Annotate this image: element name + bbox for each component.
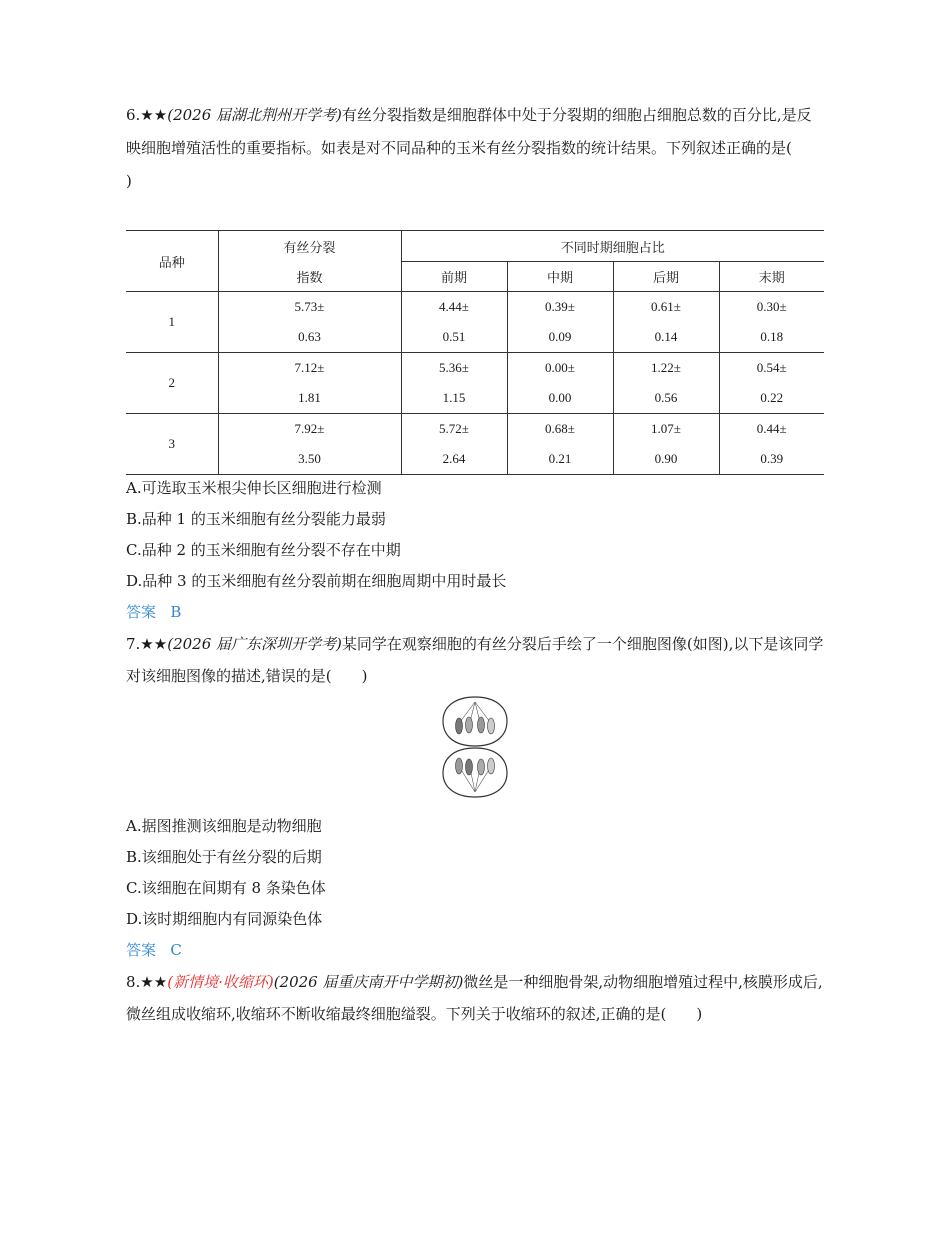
mitotic-index-table xyxy=(126,230,824,475)
header-mitotic-index xyxy=(218,231,401,292)
q6-stem-line-1 xyxy=(126,105,812,125)
q6-option-c: C.品种 2 的玉米细胞有丝分裂不存在中期 xyxy=(126,541,401,559)
value-sd: 0.56 xyxy=(654,390,678,405)
value-mean: 5.36± xyxy=(439,360,469,375)
spindle-fibers xyxy=(460,702,490,792)
value-cell xyxy=(719,353,824,414)
q8-stem-text: 微丝是一种细胞骨架,动物细胞增殖过程中,核膜形成后, xyxy=(463,973,823,991)
q8-source: (2026 届重庆南开中学期初) xyxy=(273,973,464,991)
value-mean: 5.73± xyxy=(294,299,325,314)
value-sd: 0.63 xyxy=(298,329,321,344)
value-cell xyxy=(401,292,507,353)
variety-cell: 1 xyxy=(126,292,218,353)
value-cell xyxy=(218,292,401,353)
dividing-cell-figure xyxy=(442,694,508,800)
value-sd: 1.15 xyxy=(442,390,466,405)
upper-chromosomes xyxy=(456,717,495,734)
value-sd: 0.14 xyxy=(654,329,678,344)
header-metaphase: 中期 xyxy=(507,262,613,292)
value-cell xyxy=(401,353,507,414)
table-row xyxy=(126,353,824,414)
q7-answer xyxy=(126,940,182,960)
q7-option-a: A.据图推测该细胞是动物细胞 xyxy=(126,817,322,835)
q6-stem-line-2: 映细胞增殖活性的重要指标。如表是对不同品种的玉米有丝分裂指数的统计结果。下列叙述正确的是( xyxy=(126,139,792,157)
header-anaphase: 后期 xyxy=(613,262,719,292)
upper-cell-outline xyxy=(443,697,507,746)
value-sd: 2.64 xyxy=(442,451,466,466)
answer-value: B xyxy=(170,603,182,621)
q6-answer xyxy=(126,602,181,622)
q8-number: 8.★★ xyxy=(126,973,168,991)
value-sd: 1.81 xyxy=(298,390,321,405)
value-sd: 0.18 xyxy=(760,329,784,344)
value-cell xyxy=(613,353,719,414)
value-sd: 0.09 xyxy=(548,329,572,344)
q8-stem-line-2: 微丝组成收缩环,收缩环不断收缩最终细胞缢裂。下列关于收缩环的叙述,正确的是( ) xyxy=(126,1005,703,1023)
value-cell xyxy=(218,353,401,414)
value-sd: 3.50 xyxy=(298,451,321,466)
q6-source: (2026 届湖北荆州开学考) xyxy=(167,106,342,124)
value-mean: 0.61± xyxy=(651,299,681,314)
value-sd: 0.51 xyxy=(442,329,466,344)
value-mean: 1.22± xyxy=(651,360,681,375)
value-mean: 0.39± xyxy=(545,299,575,314)
q6-stem-text: 有丝分裂指数是细胞群体中处于分裂期的细胞占细胞总数的百分比,是反 xyxy=(341,106,812,124)
value-sd: 0.39 xyxy=(760,451,784,466)
value-cell xyxy=(719,414,824,475)
q6-number: 6.★★ xyxy=(126,106,168,124)
q7-stem-line-1 xyxy=(126,634,823,654)
value-mean: 7.92± xyxy=(294,421,325,436)
q7-option-d: D.该时期细胞内有同源染色体 xyxy=(126,910,323,928)
q7-stem-line-2: 对该细胞图像的描述,错误的是( ) xyxy=(126,667,368,685)
header-phase-ratio: 不同时期细胞占比 xyxy=(401,231,824,262)
variety-cell: 2 xyxy=(126,353,218,414)
header-mitotic-index-bottom: 指数 xyxy=(296,269,323,285)
header-telophase: 末期 xyxy=(719,262,824,292)
value-mean: 0.68± xyxy=(545,421,575,436)
value-cell xyxy=(613,414,719,475)
q7-stem-text: 某同学在观察细胞的有丝分裂后手绘了一个细胞图像(如图),以下是该同学 xyxy=(341,635,824,653)
value-sd: 0.90 xyxy=(654,451,678,466)
value-cell xyxy=(401,414,507,475)
answer-label: 答案 xyxy=(126,941,157,959)
variety-cell: 3 xyxy=(126,414,218,475)
table-row xyxy=(126,414,824,475)
answer-label: 答案 xyxy=(126,603,157,621)
value-mean: 0.00± xyxy=(545,360,575,375)
value-sd: 0.21 xyxy=(548,451,572,466)
q7-source: (2026 届广东深圳开学考) xyxy=(167,635,342,653)
table-header-row-1 xyxy=(126,231,824,262)
lower-cell-outline xyxy=(443,748,507,797)
lower-chromosomes xyxy=(456,758,495,775)
table-row xyxy=(126,292,824,353)
value-cell xyxy=(613,292,719,353)
value-cell xyxy=(507,292,613,353)
header-variety: 品种 xyxy=(126,231,218,292)
q7-number: 7.★★ xyxy=(126,635,168,653)
q7-option-c: C.该细胞在间期有 8 条染色体 xyxy=(126,879,326,897)
value-cell xyxy=(507,414,613,475)
header-mitotic-index-top: 有丝分裂 xyxy=(283,239,336,255)
value-sd: 0.22 xyxy=(760,390,784,405)
value-cell xyxy=(218,414,401,475)
value-mean: 4.44± xyxy=(439,299,469,314)
value-mean: 1.07± xyxy=(651,421,681,436)
q6-option-a: A.可选取玉米根尖伸长区细胞进行检测 xyxy=(126,479,382,497)
q6-stem-line-3: ) xyxy=(126,172,132,190)
q7-option-b: B.该细胞处于有丝分裂的后期 xyxy=(126,848,322,866)
q6-option-d: D.品种 3 的玉米细胞有丝分裂前期在细胞周期中用时最长 xyxy=(126,572,507,590)
q6-option-b: B.品种 1 的玉米细胞有丝分裂能力最弱 xyxy=(126,510,386,528)
q8-stem-line-1 xyxy=(126,972,823,992)
header-prophase: 前期 xyxy=(401,262,507,292)
value-mean: 7.12± xyxy=(294,360,325,375)
value-cell xyxy=(507,353,613,414)
q8-context-tag: (新情境·收缩环) xyxy=(167,973,274,991)
value-mean: 5.72± xyxy=(439,421,469,436)
answer-value: C xyxy=(170,941,182,959)
value-cell xyxy=(719,292,824,353)
value-mean: 0.54± xyxy=(756,360,787,375)
value-mean: 0.30± xyxy=(756,299,787,314)
value-sd: 0.00 xyxy=(548,390,572,405)
value-mean: 0.44± xyxy=(756,421,787,436)
